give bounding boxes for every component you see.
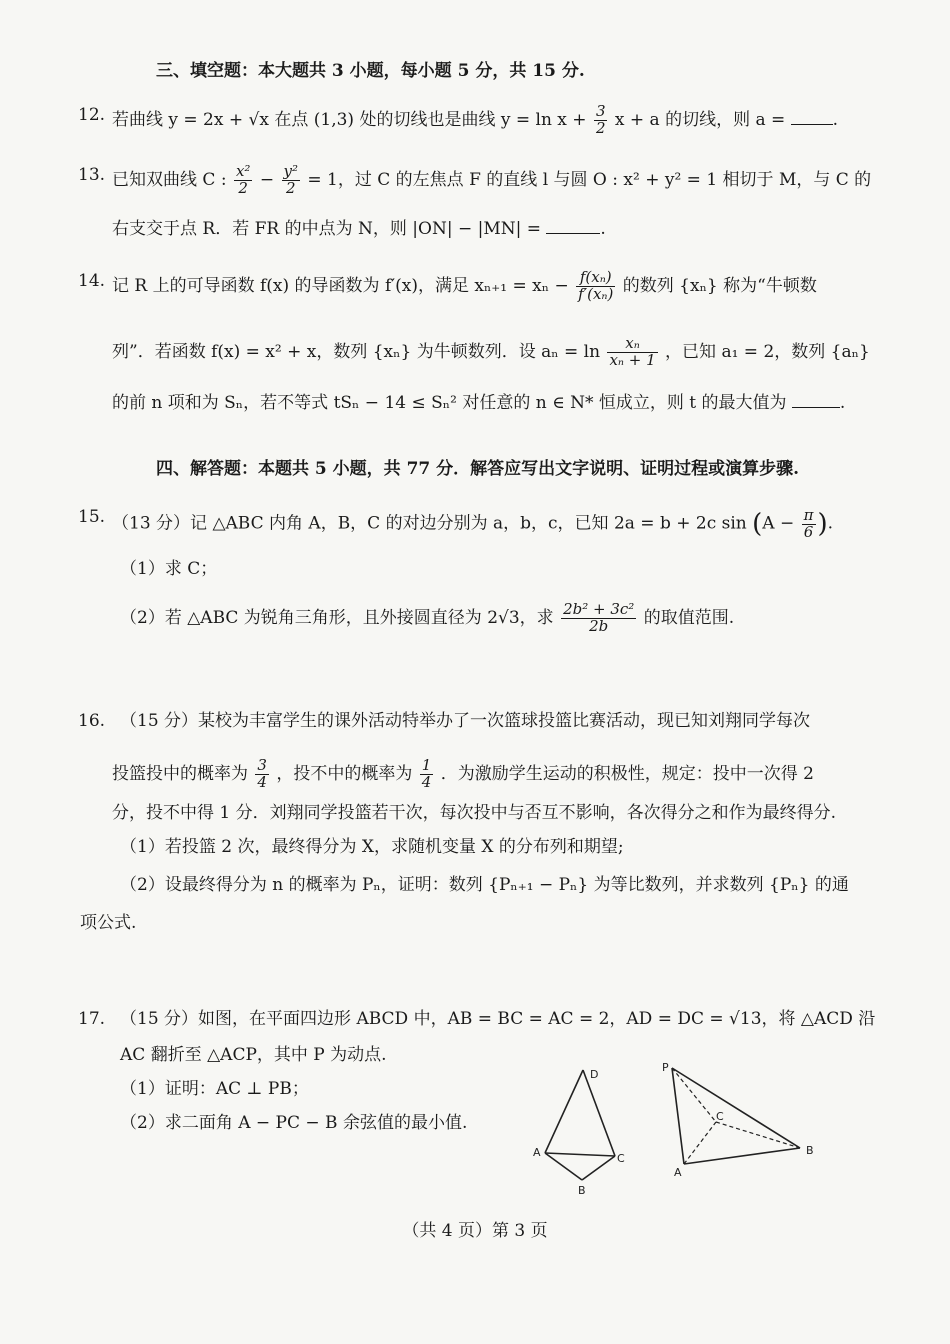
question-13-text: 已知双曲线 C : $\frac{\text{x²}}{2}$ − $\frac{\text{y²}}{2}$ = 1，过 C 的左焦点 F 的直线 l 与圆 O : x² + y² = 1 相切于 M，与 C 的 bbox=[112, 162, 872, 197]
answer-blank bbox=[546, 219, 600, 234]
fraction: $\frac{\text{y²}}{2}$ bbox=[283, 162, 298, 197]
figure-quadrilateral-abcd bbox=[525, 1060, 645, 1200]
fraction: $\frac{1}{4}$ bbox=[421, 756, 432, 791]
figure-tetrahedron-pabc bbox=[660, 1058, 830, 1178]
fraction: $\frac{3}{4}$ bbox=[257, 756, 267, 791]
label-b: B bbox=[578, 1184, 586, 1197]
label-a: A bbox=[533, 1146, 541, 1159]
answer-blank bbox=[792, 393, 840, 408]
label-p: P bbox=[662, 1061, 669, 1074]
fraction: $\frac{\pi}{6}$ bbox=[803, 505, 814, 541]
label-b: B bbox=[806, 1144, 814, 1157]
question-15-text: （13 分）记 △ABC 内角 A，B，C 的对边分别为 a，b，c，已知 2a = b + 2c sin (A − $\frac{\pi}{6}$ ). bbox=[112, 505, 834, 541]
question-14-text: 记 R 上的可导函数 f(x) 的导函数为 f′(x)，满足 xₙ₊₁ = xₙ − $\frac{\text{f(xₙ)}}{\text{f′(xₙ)}}$ 的数列 {xₙ} 称为“牛顿数 bbox=[112, 268, 817, 303]
label-c: C bbox=[617, 1152, 625, 1165]
label-c: C bbox=[716, 1110, 724, 1123]
label-a: A bbox=[674, 1166, 682, 1178]
exam-page: 三、填空题：本大题共 3 小题，每小题 5 分，共 15 分. 12. 若曲线 y = 2x + √x 在点 (1,3) 处的切线也是曲线 y = ln x + $\frac{3}{2}$ x + a 的切线，则 a = . 13. 已知双曲线 C : $\frac{\text{x²}}{2}$ − $\frac{\text{y²}}{2}$ = 1，过 C 的左焦点 F 的直线 l 与圆 O : x² + y² = 1 相切于 M，与 C 的 右支交于点 R．若 FR 的中点为 N，则 |ON| − |MN| = . 14. 记 R 上的可导函数 f(x) 的导函数为 f′(x)，满足 xₙ₊₁ = xₙ − $\frac{\text{f(xₙ)}}{\text{f′(xₙ)}}$ 的数列 {xₙ} 称为“牛顿数 列”．若函数 f(x) = x² + x，数列 {xₙ} 为牛顿数列．设 aₙ = ln $\frac{\text{xₙ}}{\text{xₙ + 1}}$ ，已知 a₁ = 2，数列 {aₙ} 的前 n 项和为 Sₙ，若不等式 tSₙ − 14 ≤ Sₙ² 对任意的 n ∈ N* 恒成立，则 t 的最大值为 . 四、解答题：本题共 5 小题，共 77 分．解答应写出文字说明、证明过程或演算步骤. 15. （13 分）记 △ABC 内角 A，B，C 的对边分别为 a，b，c，已知 2a = b + 2c sin (A − $\frac{\pi}{6}$ ). （1）求 C； （2）若 △ABC 为锐角三角形，且外接圆直径为 2√3，求 $\frac{\text{2b² + 3c²}}{2b}$ 的取值范围. 16. （15 分）某校为丰富学生的课外活动特举办了一次篮球投篮比赛活动，现已知刘翔同学每次 投篮投中的概率为 $\frac{3}{4}$ ，投不中的概率为 $\frac{1}{4}$ ．为激励学生运动的积极性，规定：投中一次得 2 分，投不中得 1 分．刘翔同学投篮若干次，每次投中与否互不影响，各次得分之和作为最终得分. （1）若投篮 2 次，最终得分为 X，求随机变量 X 的分布列和期望; （2）设最终得分为 n 的概率为 Pₙ，证明：数列 {Pₙ₊₁ − Pₙ} 为等比数列，并求数列 {Pₙ} 的通 项公式. 17. （15 分）如图，在平面四边形 ABCD 中，AB = BC = AC = 2，AD = DC = √13，将 △ACD 沿 AC 翻折至 △ACP，其中 P 为动点. （1）证明：AC ⊥ PB； （2）求二面角 A − PC − B 余弦值的最小值. D A C B P C A B （共 4 页）第 3 页 bbox=[0, 0, 950, 1344]
question-number: 12. bbox=[78, 105, 106, 125]
fraction: $\frac{3}{2}$ bbox=[595, 102, 606, 137]
fraction: $\frac{\text{f(xₙ)}}{\text{f′(xₙ)}}$ bbox=[578, 268, 614, 303]
question-number: 14. bbox=[78, 271, 106, 291]
question-number: 15. bbox=[78, 507, 106, 527]
question-number: 17. bbox=[78, 1009, 106, 1029]
question-number: 13. bbox=[78, 165, 106, 185]
label-d: D bbox=[590, 1068, 599, 1081]
answer-blank bbox=[791, 110, 833, 125]
fraction: $\frac{\text{xₙ}}{\text{xₙ + 1}}$ bbox=[609, 334, 656, 369]
question-12-text: 若曲线 y = 2x + √x 在点 (1,3) 处的切线也是曲线 y = ln x + $\frac{3}{2}$ x + a 的切线，则 a = . bbox=[112, 102, 839, 137]
page-footer: （共 4 页）第 3 页 bbox=[402, 1221, 548, 1241]
fraction: $\frac{\text{x²}}{2}$ bbox=[235, 162, 251, 197]
question-number: 16. bbox=[78, 711, 106, 731]
fraction: $\frac{\text{2b² + 3c²}}{2b}$ bbox=[563, 600, 635, 635]
